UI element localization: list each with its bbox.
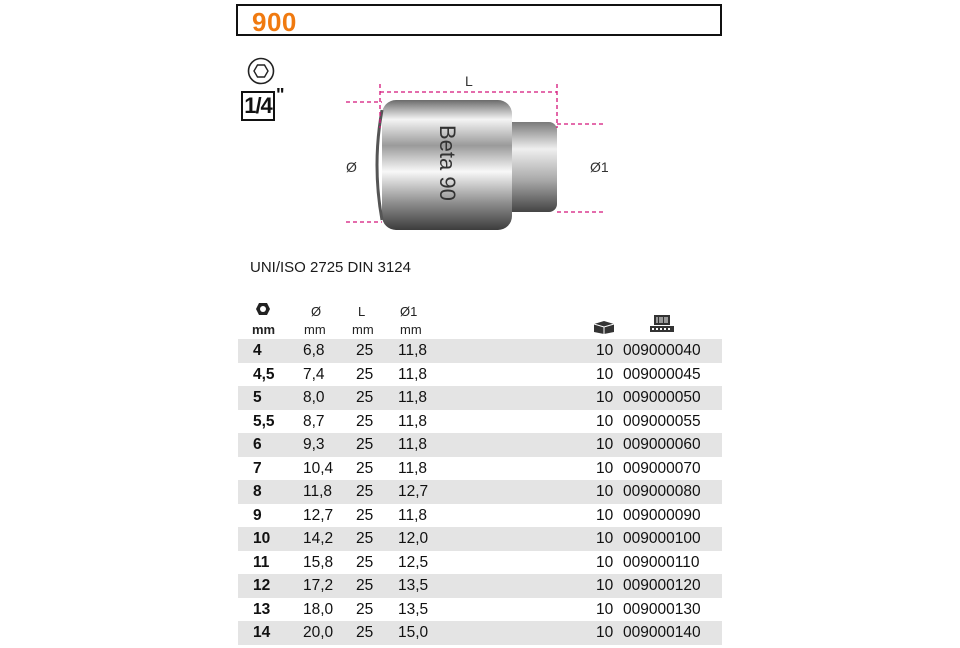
quantity-cell: 10 bbox=[596, 459, 614, 477]
length-cell: 25 bbox=[356, 624, 374, 641]
article-code-cell: 009000140 bbox=[623, 624, 701, 641]
length-label: L bbox=[465, 73, 473, 89]
size-cell: 5 bbox=[253, 389, 262, 406]
quantity-cell: 10 bbox=[596, 506, 614, 524]
length-cell: 25 bbox=[356, 412, 374, 430]
article-code-cell: 009000045 bbox=[623, 365, 701, 383]
diameter1-cell: 12,7 bbox=[398, 483, 429, 500]
diameter-cell: 14,2 bbox=[303, 530, 334, 547]
socket-table bbox=[238, 339, 722, 645]
quantity-cell: 10 bbox=[596, 577, 614, 594]
article-code-cell: 009000050 bbox=[623, 389, 701, 406]
quantity-cell: 10 bbox=[596, 436, 614, 453]
length-cell: 25 bbox=[356, 389, 374, 406]
product-number: 900 bbox=[252, 7, 297, 37]
diameter1-cell: 11,8 bbox=[398, 506, 428, 524]
diameter1-cell: 11,8 bbox=[398, 365, 428, 383]
diameter1-cell: 11,8 bbox=[398, 436, 428, 453]
package-box-icon bbox=[592, 319, 616, 335]
quantity-cell: 10 bbox=[596, 365, 614, 383]
size-cell: 4 bbox=[253, 342, 262, 359]
length-cell: 25 bbox=[356, 553, 374, 571]
article-code-cell: 009000040 bbox=[623, 342, 701, 359]
diameter1-label: Ø1 bbox=[590, 159, 609, 175]
article-code-cell: 009000090 bbox=[623, 506, 701, 524]
table-row bbox=[238, 363, 722, 387]
diameter-cell: 20,0 bbox=[303, 624, 334, 641]
length-cell: 25 bbox=[356, 577, 374, 594]
quantity-cell: 10 bbox=[596, 412, 614, 430]
diameter-cell: 9,3 bbox=[303, 436, 325, 453]
quantity-cell: 10 bbox=[596, 530, 614, 547]
article-code-cell: 009000110 bbox=[623, 553, 700, 571]
length-cell: 25 bbox=[356, 483, 374, 500]
diameter-cell: 8,0 bbox=[303, 389, 325, 406]
size-cell: 11 bbox=[253, 553, 270, 571]
diameter-cell: 6,8 bbox=[303, 342, 325, 359]
barcode-computer-icon bbox=[648, 314, 676, 334]
table-row bbox=[238, 574, 722, 598]
length-cell: 25 bbox=[356, 600, 374, 618]
article-code-cell: 009000120 bbox=[623, 577, 701, 594]
drive-fraction: 1/4 bbox=[241, 91, 275, 121]
quantity-cell: 10 bbox=[596, 389, 614, 406]
quantity-cell: 10 bbox=[596, 342, 614, 359]
diameter1-cell: 11,8 bbox=[398, 342, 428, 359]
diameter-cell: 7,4 bbox=[303, 365, 325, 383]
diameter-cell: 12,7 bbox=[303, 506, 334, 524]
diameter-cell: 10,4 bbox=[303, 459, 334, 477]
quantity-cell: 10 bbox=[596, 624, 614, 641]
article-code-cell: 009000055 bbox=[623, 412, 701, 430]
diameter-cell: 8,7 bbox=[303, 412, 325, 430]
length-cell: 25 bbox=[356, 459, 374, 477]
socket-brand-text: Beta 90 bbox=[435, 125, 460, 201]
header-size-unit: mm bbox=[252, 322, 276, 337]
diameter1-cell: 11,8 bbox=[398, 389, 428, 406]
diameter-cell: 15,8 bbox=[303, 553, 334, 571]
diameter-cell: 18,0 bbox=[303, 600, 334, 618]
table-row bbox=[238, 598, 722, 622]
size-cell: 7 bbox=[253, 459, 262, 477]
header-diameter: Ø bbox=[311, 304, 322, 319]
diameter1-cell: 12,0 bbox=[398, 530, 429, 547]
nut-icon bbox=[253, 301, 273, 317]
diameter1-cell: 11,8 bbox=[398, 459, 428, 477]
table-row bbox=[238, 457, 722, 481]
drive-size bbox=[241, 85, 285, 121]
size-cell: 8 bbox=[253, 483, 262, 500]
table-row bbox=[238, 551, 722, 575]
title-box bbox=[236, 4, 722, 36]
length-cell: 25 bbox=[356, 365, 374, 383]
size-cell: 4,5 bbox=[253, 365, 275, 383]
length-cell: 25 bbox=[356, 436, 374, 453]
diameter-label: Ø bbox=[346, 159, 357, 175]
quantity-cell: 10 bbox=[596, 600, 614, 618]
header-diameter1: Ø1 bbox=[400, 304, 418, 319]
size-cell: 13 bbox=[253, 600, 271, 618]
article-code-cell: 009000060 bbox=[623, 436, 701, 453]
diameter1-cell: 12,5 bbox=[398, 553, 429, 571]
length-cell: 25 bbox=[356, 530, 374, 547]
socket-drawing bbox=[332, 70, 622, 250]
diameter1-cell: 13,5 bbox=[398, 600, 429, 618]
header-length: L bbox=[358, 304, 366, 319]
header-length-unit: mm bbox=[352, 322, 374, 337]
article-code-cell: 009000080 bbox=[623, 483, 701, 500]
size-cell: 6 bbox=[253, 436, 262, 453]
table-row bbox=[238, 433, 722, 457]
diameter1-cell: 15,0 bbox=[398, 624, 429, 641]
size-cell: 5,5 bbox=[253, 412, 275, 430]
length-cell: 25 bbox=[356, 506, 374, 524]
table-row bbox=[238, 527, 722, 551]
size-cell: 10 bbox=[253, 530, 271, 547]
header-diameter-unit: mm bbox=[304, 322, 326, 337]
table-row bbox=[238, 410, 722, 434]
quantity-cell: 10 bbox=[596, 483, 614, 500]
quantity-cell: 10 bbox=[596, 553, 614, 571]
length-cell: 25 bbox=[356, 342, 374, 359]
article-code-cell: 009000070 bbox=[623, 459, 701, 477]
header-diameter1-unit: mm bbox=[400, 322, 422, 337]
diameter1-cell: 13,5 bbox=[398, 577, 429, 594]
diameter-cell: 17,2 bbox=[303, 577, 334, 594]
article-code-cell: 009000100 bbox=[623, 530, 701, 547]
table-row bbox=[238, 621, 722, 645]
table-row bbox=[238, 339, 722, 363]
size-cell: 9 bbox=[253, 506, 262, 524]
table-row bbox=[238, 386, 722, 410]
table-row bbox=[238, 504, 722, 528]
hexagon-icon bbox=[246, 57, 276, 85]
size-cell: 12 bbox=[253, 577, 271, 594]
drive-inch-mark: " bbox=[276, 85, 285, 105]
diameter1-cell: 11,8 bbox=[398, 412, 428, 430]
table-row bbox=[238, 480, 722, 504]
article-code-cell: 009000130 bbox=[623, 600, 701, 618]
standard-reference: UNI/ISO 2725 DIN 3124 bbox=[250, 259, 411, 276]
diameter-cell: 11,8 bbox=[303, 483, 333, 500]
size-cell: 14 bbox=[253, 624, 271, 641]
